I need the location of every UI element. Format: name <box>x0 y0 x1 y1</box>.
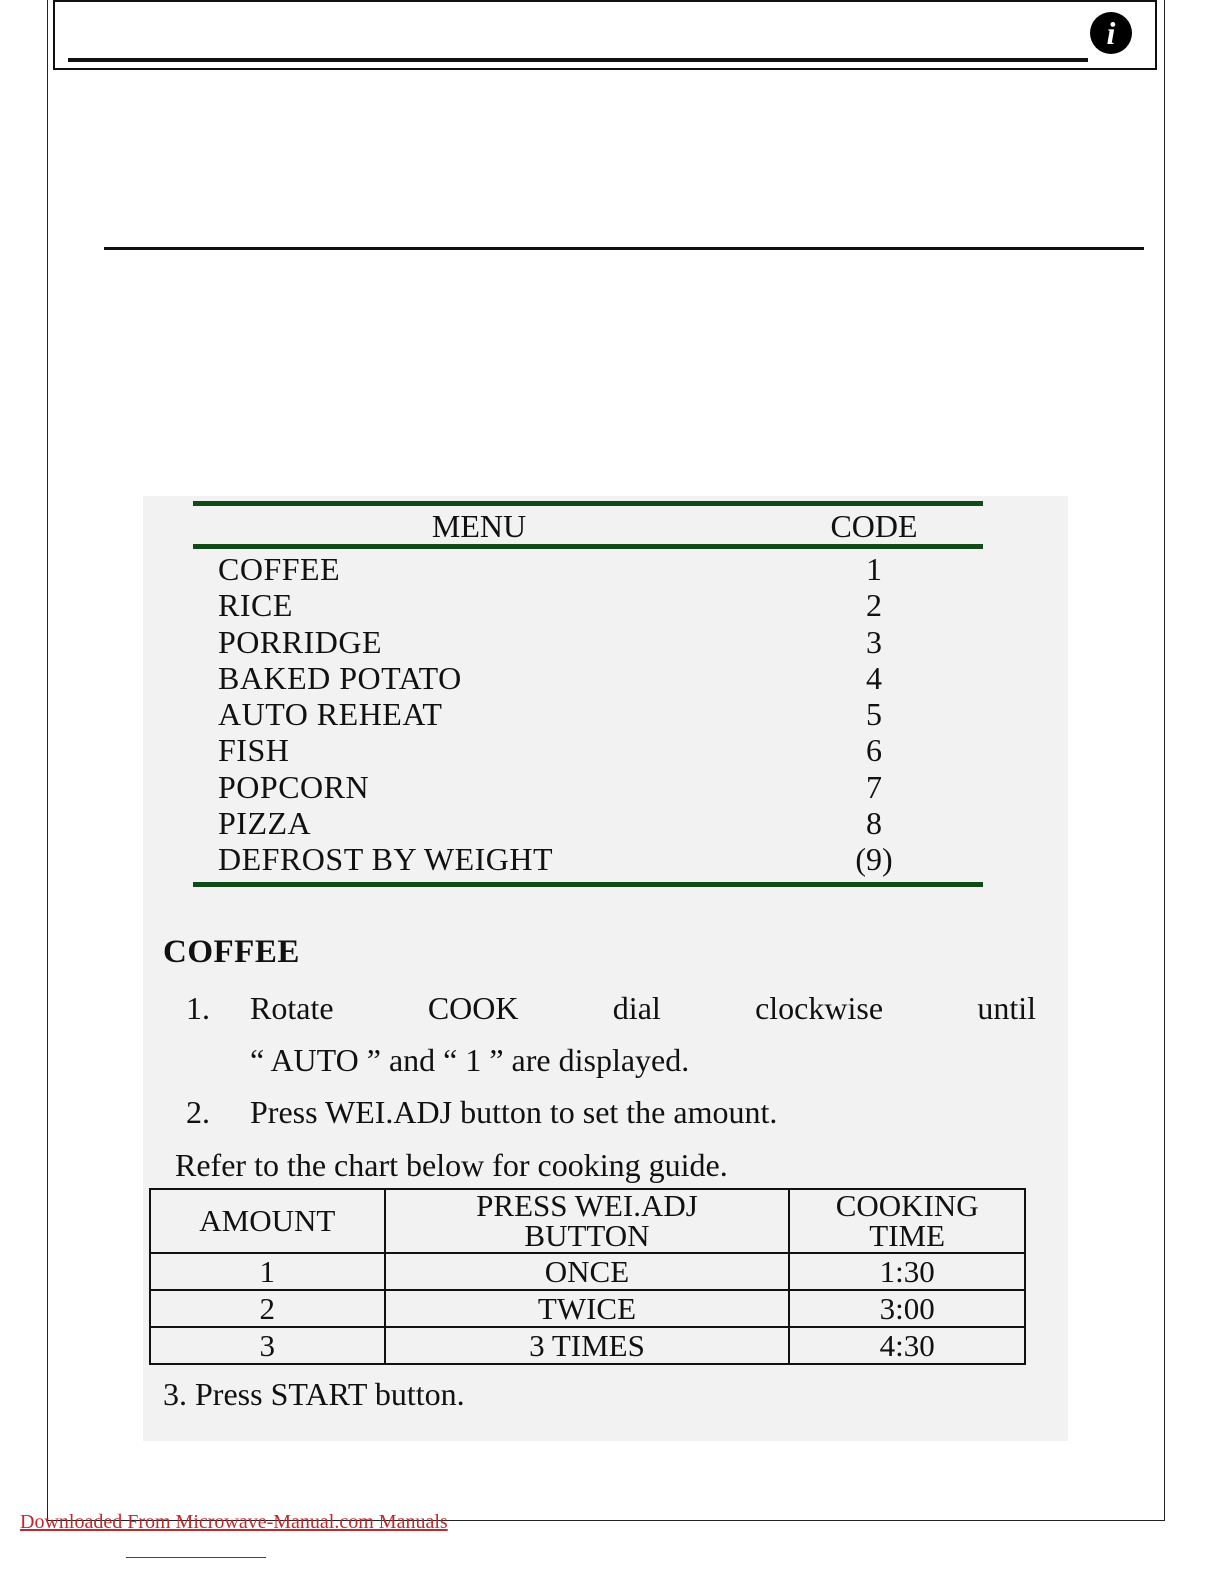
step-1-text: Rotate COOK dial clockwise until <box>250 990 1036 1026</box>
table-row <box>193 587 983 623</box>
menu-rows <box>193 549 983 882</box>
cooking-guide-table <box>149 1188 1026 1365</box>
menu-code: 3 <box>866 623 882 660</box>
time-cell: 4:30 <box>789 1327 1025 1364</box>
menu-code: 8 <box>866 805 882 842</box>
menu-name: BAKED POTATO <box>218 659 462 696</box>
menu-code-table <box>193 501 983 887</box>
menu-code: 1 <box>866 551 882 587</box>
press-header-line-1: PRESS WEI.ADJ <box>476 1188 698 1223</box>
amount-cell: 1 <box>150 1253 385 1290</box>
menu-name: RICE <box>218 587 293 624</box>
menu-name: PIZZA <box>218 805 312 842</box>
time-cell: 3:00 <box>789 1290 1025 1327</box>
step-3: 3. Press START button. <box>163 1376 465 1412</box>
press-cell: 3 TIMES <box>385 1327 790 1364</box>
table-row <box>193 841 983 877</box>
menu-code: 4 <box>866 659 882 696</box>
footer-underline <box>126 1557 266 1558</box>
time-cell: 1:30 <box>789 1253 1025 1290</box>
table-row <box>193 732 983 768</box>
time-header <box>789 1189 1025 1253</box>
table-row <box>193 769 983 805</box>
amount-cell: 3 <box>150 1327 385 1364</box>
menu-column-header: MENU <box>431 508 527 544</box>
menu-code: 7 <box>866 768 882 805</box>
menu-name: POPCORN <box>218 768 370 805</box>
menu-code: 2 <box>866 587 882 624</box>
menu-code: 5 <box>866 696 882 733</box>
step-2 <box>186 1092 777 1132</box>
table-row <box>193 696 983 732</box>
menu-code: 6 <box>866 732 882 769</box>
menu-name: FISH <box>218 732 290 769</box>
table-row <box>193 624 983 660</box>
menu-table-header <box>193 506 983 544</box>
info-icon: i <box>1090 12 1132 54</box>
press-cell: TWICE <box>385 1290 790 1327</box>
table-row <box>150 1253 1025 1290</box>
code-column-header: CODE <box>830 508 918 544</box>
time-header-line-1: COOKING <box>835 1188 979 1223</box>
step-1-number: 1. <box>186 990 210 1026</box>
table-row <box>150 1327 1025 1364</box>
table-row <box>150 1290 1025 1327</box>
table-row <box>193 805 983 841</box>
header-rule <box>68 58 1088 62</box>
menu-name: DEFROST BY WEIGHT <box>218 841 554 878</box>
step-2-number: 2. <box>186 1094 210 1130</box>
menu-name: PORRIDGE <box>218 623 383 660</box>
table-bottom-rule <box>193 882 983 887</box>
step-1-continuation: “ AUTO ” and “ 1 ” are displayed. <box>250 1042 690 1078</box>
cooking-table-header <box>150 1189 1025 1253</box>
amount-header: AMOUNT <box>150 1189 385 1253</box>
amount-cell: 2 <box>150 1290 385 1327</box>
press-header-line-2: BUTTON <box>524 1218 650 1253</box>
menu-code: (9) <box>855 841 893 878</box>
refer-note: Refer to the chart below for cooking guide. <box>175 1147 728 1183</box>
download-source-link[interactable]: Downloaded From Microwave-Manual.com Manuals <box>20 1511 448 1533</box>
press-header <box>385 1189 790 1253</box>
section-divider <box>104 247 1144 250</box>
press-cell: ONCE <box>385 1253 790 1290</box>
step-2-text: Press WEI.ADJ button to set the amount. <box>250 1094 778 1130</box>
menu-name: COFFEE <box>218 551 341 587</box>
coffee-section-title: COFFEE <box>163 934 300 970</box>
time-header-line-2: TIME <box>869 1218 946 1253</box>
table-row <box>193 660 983 696</box>
menu-name: AUTO REHEAT <box>218 696 443 733</box>
table-row <box>193 551 983 587</box>
